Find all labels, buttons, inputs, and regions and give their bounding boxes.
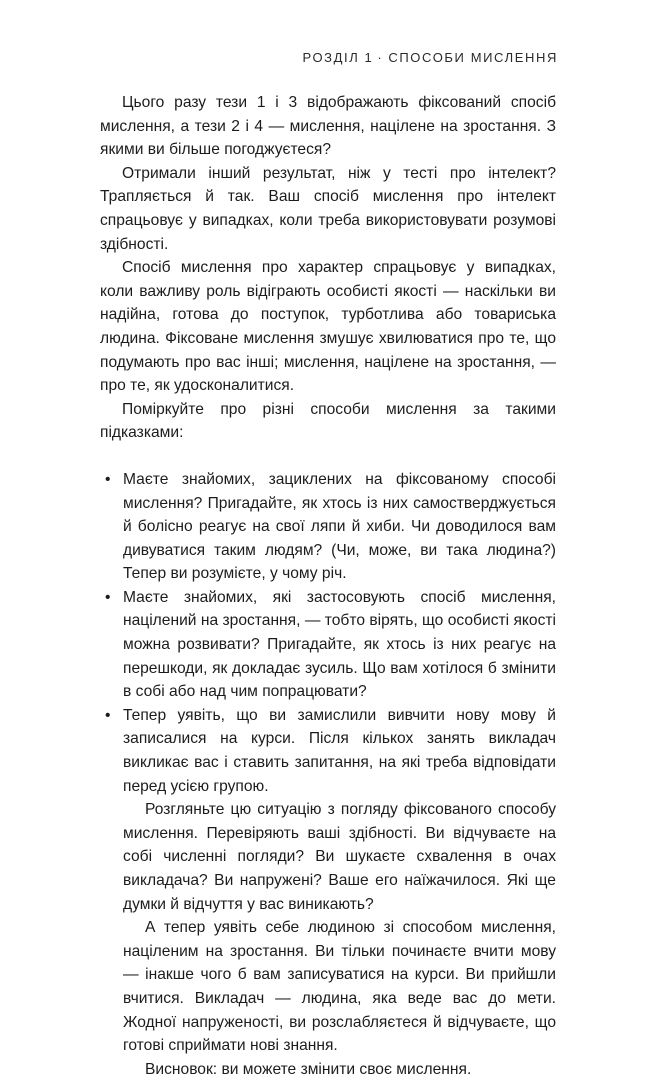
sub-paragraph: Розгляньте цю ситуацію з погляду фіксованого способу мислення. Перевіряють ваші здібності. Ви відчуваєте на собі численні погляди? Ви шукаєте схвалення в очах викладача? Ви напружені? Ваше его наїжачилося. Які ще думки й відчуття у вас виникають? — [123, 801, 556, 913]
bullet-icon: • — [105, 588, 111, 606]
bullet-icon: • — [105, 706, 111, 724]
chapter-title: СПОСОБИ МИСЛЕННЯ — [388, 50, 558, 65]
paragraph: Поміркуйте про різні способи мислення за такими підказками: — [100, 400, 556, 442]
running-head — [302, 50, 558, 65]
bullet-icon: • — [105, 470, 111, 488]
list-item — [100, 586, 556, 704]
sub-paragraph: А тепер уявіть себе людиною зі способом мислення, націленим на зростання. Ви тільки починаєте вчити мову — інакше чого б вам записуватися на курси. Ви прийшли вчитися. Викладач — людина, яка веде вас до мети. Жодної напруженості, ви розслабляєтеся й відчуваєте, що готові сприймати нові знання. — [123, 919, 556, 1055]
prompt-list — [100, 468, 556, 798]
body-text — [100, 91, 556, 1081]
chapter-number: РОЗДІЛ 1 — [302, 50, 374, 65]
paragraph: Цього разу тези 1 і 3 відображають фіксований спосіб мислення, а тези 2 і 4 — мислення, націлене на зростання. З якими ви більше погоджуєтеся? — [100, 94, 556, 159]
scenario-discussion — [100, 798, 556, 1081]
paragraph: Отримали інший результат, ніж у тесті про інтелект? Трапляється й так. Ваш спосіб мислення про інтелект спрацьовує у випадках, коли треба використовувати розумові здібності. — [100, 164, 556, 253]
conclusion: Висновок: ви можете змінити своє мислення. — [145, 1060, 472, 1078]
list-item-text: Маєте знайомих, які застосовують спосіб мислення, націлений на зростання, — тобто вірять, що особисті якості можна розвивати? Пригадайте, як хтось із них реагує на перешкоди, як докладає зусиль. Що вам хотілося б змінити в собі або над чим попрацювати? — [123, 588, 556, 701]
list-item — [100, 468, 556, 586]
paragraph: Спосіб мислення про характер спрацьовує у випадках, коли важливу роль відіграють особисті якості — наскільки ви надійна, готова до поступок, турботлива або товариська людина. Фіксоване мислення змушує хвилюватися про те, що подумають про вас інші; мислення, націлене на зростання, — про те, як удосконалитися. — [100, 259, 556, 395]
header-separator: · — [377, 50, 384, 65]
list-item-text: Маєте знайомих, зациклених на фіксованому способі мислення? Пригадайте, як хтось із них самостверджується й болісно реагує на свої ляпи й хиби. Чи доводилося вам дивуватися таким людям? (Чи, може, ви така людина?) Тепер ви розумієте, у чому річ. — [123, 470, 556, 583]
list-item-text: Тепер уявіть, що ви замислили вивчити нову мову й записалися на курси. Після кількох занять викладач викликає вас і ставить запитання, на які треба відповідати перед усією групою. — [123, 706, 556, 795]
list-item — [100, 704, 556, 798]
